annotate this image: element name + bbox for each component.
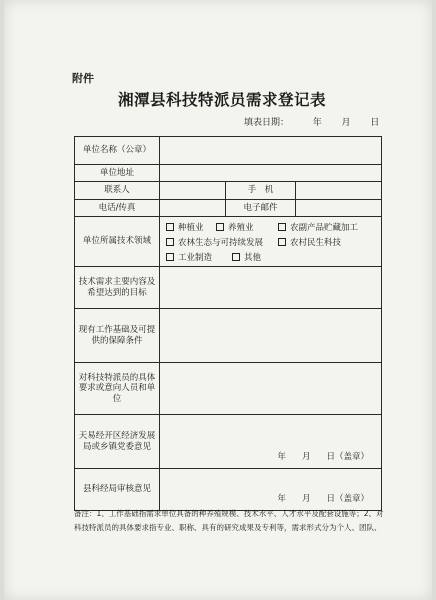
registration-form-table xyxy=(74,136,382,511)
option-manufacturing[interactable]: 工业制造 xyxy=(166,251,212,263)
row-unit-name xyxy=(75,137,382,165)
fill-date-label: 填表日期： xyxy=(244,118,290,128)
checkbox-icon xyxy=(166,253,174,261)
option-ecology[interactable]: 农林生态与可持续发展 xyxy=(166,236,263,248)
email-field[interactable] xyxy=(296,200,382,217)
contact-field[interactable] xyxy=(160,182,226,200)
fill-date-day: 日 xyxy=(370,118,380,128)
township-opinion-field[interactable] xyxy=(160,415,382,469)
township-opinion-label: 天易经开区经济发展局或乡镇党委意见 xyxy=(75,415,160,469)
row-township-opinion xyxy=(75,415,382,469)
tech-field-options xyxy=(160,217,382,267)
row-contact xyxy=(75,182,382,200)
unit-name-label: 单位名称（公章） xyxy=(75,137,160,165)
mobile-field[interactable] xyxy=(296,182,382,200)
mobile-label: 手 机 xyxy=(226,182,296,200)
checkbox-icon xyxy=(278,238,286,246)
phone-label: 电话/传真 xyxy=(75,200,160,217)
unit-name-field[interactable] xyxy=(160,137,382,165)
remarks-note: 备注：1、工作基础指需求单位具备的种养殖规模、技术水平、人才水平及配套设施等；2、对科技特派员的具体要求指专业、职称、具有的研究成果及专利等，需求形式分为个人、团队、 xyxy=(74,509,384,532)
fill-date-month: 月 xyxy=(341,118,351,128)
contact-label: 联系人 xyxy=(75,182,160,200)
option-livelihood[interactable]: 农村民生科技 xyxy=(278,236,341,248)
email-label: 电子邮件 xyxy=(226,200,296,217)
row-conditions xyxy=(75,309,382,363)
phone-field[interactable] xyxy=(160,200,226,217)
row-requirements xyxy=(75,363,382,415)
checkbox-icon xyxy=(166,223,174,231)
address-label: 单位地址 xyxy=(75,165,160,182)
document-page xyxy=(4,0,432,600)
conditions-field[interactable] xyxy=(160,309,382,363)
tech-field-label: 单位所属技术领域 xyxy=(75,217,160,267)
address-field[interactable] xyxy=(160,165,382,182)
needs-field[interactable] xyxy=(160,267,382,309)
row-address xyxy=(75,165,382,182)
bureau-signature-date: 年 月 日（盖章） xyxy=(277,494,370,504)
document-title: 湘潭县科技特派员需求登记表 xyxy=(117,91,326,109)
requirements-label: 对科技特派员的具体要求或意向人员和单位 xyxy=(75,363,160,415)
option-breeding[interactable]: 养殖业 xyxy=(216,221,254,233)
row-bureau-opinion xyxy=(75,469,382,511)
checkbox-icon xyxy=(216,223,224,231)
row-needs xyxy=(75,267,382,309)
fill-date-year: 年 xyxy=(312,118,322,128)
option-other[interactable]: 其他 xyxy=(232,251,261,263)
township-signature-date: 年 月 日（盖章） xyxy=(277,452,370,462)
option-processing[interactable]: 农副产品贮藏加工 xyxy=(278,221,358,233)
bureau-opinion-field[interactable] xyxy=(160,469,382,511)
requirements-field[interactable] xyxy=(160,363,382,415)
fill-date-line xyxy=(244,115,379,128)
attachment-label: 附件 xyxy=(72,72,94,85)
checkbox-icon xyxy=(232,253,240,261)
checkbox-icon xyxy=(278,223,286,231)
option-planting[interactable]: 种植业 xyxy=(166,221,204,233)
needs-label: 技术需求主要内容及希望达到的目标 xyxy=(75,267,160,309)
row-tech-field xyxy=(75,217,382,267)
conditions-label: 现有工作基础及可提供的保障条件 xyxy=(75,309,160,363)
bureau-opinion-label: 县科经局审核意见 xyxy=(75,469,160,511)
row-phone xyxy=(75,200,382,217)
checkbox-icon xyxy=(166,238,174,246)
